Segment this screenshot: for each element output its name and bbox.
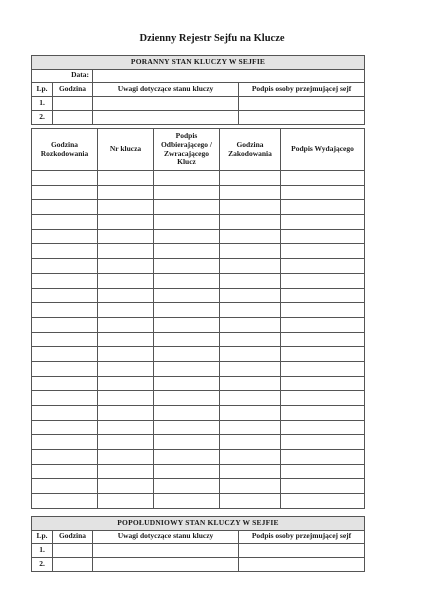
decode-time-cell[interactable] xyxy=(32,215,98,230)
col-remarks: Uwagi dotyczące stanu kluczy xyxy=(93,530,239,544)
receiver-signature-cell[interactable] xyxy=(154,332,220,347)
issuer-signature-cell[interactable] xyxy=(281,376,365,391)
issuer-signature-cell[interactable] xyxy=(281,450,365,465)
signature-cell[interactable] xyxy=(239,96,365,110)
date-field[interactable] xyxy=(93,69,365,83)
issuer-signature-cell[interactable] xyxy=(281,479,365,494)
log-row xyxy=(32,303,365,318)
receiver-signature-cell[interactable] xyxy=(154,479,220,494)
issuer-signature-cell[interactable] xyxy=(281,420,365,435)
key-number-cell[interactable] xyxy=(98,494,154,509)
issuer-signature-cell[interactable] xyxy=(281,171,365,186)
signature-cell[interactable] xyxy=(239,544,365,558)
row-number: 2. xyxy=(32,110,53,124)
issuer-signature-cell[interactable] xyxy=(281,347,365,362)
decode-time-cell[interactable] xyxy=(32,273,98,288)
col-signature: Podpis osoby przejmującej sejf xyxy=(239,83,365,97)
decode-time-cell[interactable] xyxy=(32,171,98,186)
log-row xyxy=(32,200,365,215)
remarks-cell[interactable] xyxy=(93,110,239,124)
receiver-signature-cell[interactable] xyxy=(154,317,220,332)
row-number: 2. xyxy=(32,558,53,572)
decode-time-cell[interactable] xyxy=(32,406,98,421)
log-row xyxy=(32,244,365,259)
signature-cell[interactable] xyxy=(239,110,365,124)
col-time: Godzina xyxy=(53,530,93,544)
decode-time-cell[interactable] xyxy=(32,259,98,274)
remarks-cell[interactable] xyxy=(93,544,239,558)
receiver-signature-cell[interactable] xyxy=(154,347,220,362)
receiver-signature-cell[interactable] xyxy=(154,406,220,421)
encode-time-cell[interactable] xyxy=(220,376,281,391)
log-row xyxy=(32,420,365,435)
log-row xyxy=(32,229,365,244)
log-row xyxy=(32,361,365,376)
encode-time-cell[interactable] xyxy=(220,361,281,376)
col-time: Godzina xyxy=(53,83,93,97)
col-decode-time: Godzina Rozkodowania xyxy=(32,129,98,171)
issuer-signature-cell[interactable] xyxy=(281,391,365,406)
key-number-cell[interactable] xyxy=(98,215,154,230)
receiver-signature-cell[interactable] xyxy=(154,435,220,450)
log-row xyxy=(32,273,365,288)
encode-time-cell[interactable] xyxy=(220,244,281,259)
encode-time-cell[interactable] xyxy=(220,494,281,509)
afternoon-heading: POPOŁUDNIOWY STAN KLUCZY W SEJFIE xyxy=(32,517,365,531)
issuer-signature-cell[interactable] xyxy=(281,229,365,244)
decode-time-cell[interactable] xyxy=(32,391,98,406)
decode-time-cell[interactable] xyxy=(32,376,98,391)
encode-time-cell[interactable] xyxy=(220,229,281,244)
log-row xyxy=(32,391,365,406)
signature-cell[interactable] xyxy=(239,558,365,572)
col-issuer-signature: Podpis Wydającego xyxy=(281,129,365,171)
receiver-signature-cell[interactable] xyxy=(154,229,220,244)
encode-time-cell[interactable] xyxy=(220,215,281,230)
receiver-signature-cell[interactable] xyxy=(154,244,220,259)
key-number-cell[interactable] xyxy=(98,420,154,435)
receiver-signature-cell[interactable] xyxy=(154,273,220,288)
log-row xyxy=(32,259,365,274)
log-row xyxy=(32,215,365,230)
receiver-signature-cell[interactable] xyxy=(154,376,220,391)
time-cell[interactable] xyxy=(53,96,93,110)
remarks-cell[interactable] xyxy=(93,558,239,572)
morning-status-table xyxy=(31,55,365,125)
issuer-signature-cell[interactable] xyxy=(281,288,365,303)
issuer-signature-cell[interactable] xyxy=(281,215,365,230)
key-number-cell[interactable] xyxy=(98,361,154,376)
log-row xyxy=(32,479,365,494)
encode-time-cell[interactable] xyxy=(220,450,281,465)
issuer-signature-cell[interactable] xyxy=(281,273,365,288)
key-number-cell[interactable] xyxy=(98,406,154,421)
decode-time-cell[interactable] xyxy=(32,494,98,509)
decode-time-cell[interactable] xyxy=(32,185,98,200)
encode-time-cell[interactable] xyxy=(220,259,281,274)
decode-time-cell[interactable] xyxy=(32,244,98,259)
decode-time-cell[interactable] xyxy=(32,435,98,450)
col-lp: Lp. xyxy=(32,83,53,97)
issuer-signature-cell[interactable] xyxy=(281,317,365,332)
receiver-signature-cell[interactable] xyxy=(154,303,220,318)
log-row xyxy=(32,332,365,347)
receiver-signature-cell[interactable] xyxy=(154,420,220,435)
receiver-signature-cell[interactable] xyxy=(154,494,220,509)
issuer-signature-cell[interactable] xyxy=(281,361,365,376)
receiver-signature-cell[interactable] xyxy=(154,391,220,406)
log-row xyxy=(32,376,365,391)
row-number: 1. xyxy=(32,96,53,110)
log-row xyxy=(32,494,365,509)
time-cell[interactable] xyxy=(53,544,93,558)
encode-time-cell[interactable] xyxy=(220,420,281,435)
col-key-number: Nr klucza xyxy=(98,129,154,171)
decode-time-cell[interactable] xyxy=(32,347,98,362)
log-row xyxy=(32,185,365,200)
issuer-signature-cell[interactable] xyxy=(281,185,365,200)
issuer-signature-cell[interactable] xyxy=(281,303,365,318)
decode-time-cell[interactable] xyxy=(32,479,98,494)
decode-time-cell[interactable] xyxy=(32,200,98,215)
row-number: 1. xyxy=(32,544,53,558)
issuer-signature-cell[interactable] xyxy=(281,406,365,421)
encode-time-cell[interactable] xyxy=(220,406,281,421)
log-row xyxy=(32,317,365,332)
issuer-signature-cell[interactable] xyxy=(281,332,365,347)
key-number-cell[interactable] xyxy=(98,450,154,465)
encode-time-cell[interactable] xyxy=(220,317,281,332)
log-row xyxy=(32,464,365,479)
encode-time-cell[interactable] xyxy=(220,435,281,450)
encode-time-cell[interactable] xyxy=(220,479,281,494)
remarks-cell[interactable] xyxy=(93,96,239,110)
encode-time-cell[interactable] xyxy=(220,288,281,303)
key-number-cell[interactable] xyxy=(98,288,154,303)
issuer-signature-cell[interactable] xyxy=(281,494,365,509)
encode-time-cell[interactable] xyxy=(220,185,281,200)
key-number-cell[interactable] xyxy=(98,200,154,215)
issuer-signature-cell[interactable] xyxy=(281,259,365,274)
encode-time-cell[interactable] xyxy=(220,332,281,347)
encode-time-cell[interactable] xyxy=(220,200,281,215)
receiver-signature-cell[interactable] xyxy=(154,215,220,230)
decode-time-cell[interactable] xyxy=(32,450,98,465)
key-number-cell[interactable] xyxy=(98,332,154,347)
key-number-cell[interactable] xyxy=(98,273,154,288)
decode-time-cell[interactable] xyxy=(32,317,98,332)
decode-time-cell[interactable] xyxy=(32,361,98,376)
issuer-signature-cell[interactable] xyxy=(281,435,365,450)
decode-time-cell[interactable] xyxy=(32,288,98,303)
key-number-cell[interactable] xyxy=(98,317,154,332)
receiver-signature-cell[interactable] xyxy=(154,450,220,465)
issuer-signature-cell[interactable] xyxy=(281,464,365,479)
col-receiver-signature: Podpis Odbierającego / Zwracającego Klucz xyxy=(154,129,220,171)
key-number-cell[interactable] xyxy=(98,229,154,244)
log-row xyxy=(32,435,365,450)
encode-time-cell[interactable] xyxy=(220,303,281,318)
decode-time-cell[interactable] xyxy=(32,303,98,318)
receiver-signature-cell[interactable] xyxy=(154,171,220,186)
log-table-body xyxy=(32,171,365,509)
key-number-cell[interactable] xyxy=(98,303,154,318)
col-lp: Lp. xyxy=(32,530,53,544)
encode-time-cell[interactable] xyxy=(220,347,281,362)
col-remarks: Uwagi dotyczące stanu kluczy xyxy=(93,83,239,97)
receiver-signature-cell[interactable] xyxy=(154,259,220,274)
encode-time-cell[interactable] xyxy=(220,391,281,406)
key-number-cell[interactable] xyxy=(98,244,154,259)
decode-time-cell[interactable] xyxy=(32,464,98,479)
decode-time-cell[interactable] xyxy=(32,332,98,347)
key-number-cell[interactable] xyxy=(98,435,154,450)
col-signature: Podpis osoby przejmującej sejf xyxy=(239,530,365,544)
key-number-cell[interactable] xyxy=(98,391,154,406)
log-row xyxy=(32,347,365,362)
date-label: Data: xyxy=(32,69,93,83)
document-title: Dzienny Rejestr Sejfu na Klucze xyxy=(139,33,285,44)
receiver-signature-cell[interactable] xyxy=(154,200,220,215)
encode-time-cell[interactable] xyxy=(220,464,281,479)
key-number-cell[interactable] xyxy=(98,464,154,479)
decode-time-cell[interactable] xyxy=(32,420,98,435)
key-number-cell[interactable] xyxy=(98,347,154,362)
time-cell[interactable] xyxy=(53,558,93,572)
key-number-cell[interactable] xyxy=(98,171,154,186)
issuer-signature-cell[interactable] xyxy=(281,244,365,259)
receiver-signature-cell[interactable] xyxy=(154,361,220,376)
key-number-cell[interactable] xyxy=(98,479,154,494)
col-encode-time: Godzina Zakodowania xyxy=(220,129,281,171)
receiver-signature-cell[interactable] xyxy=(154,185,220,200)
decode-time-cell[interactable] xyxy=(32,229,98,244)
key-log-table xyxy=(31,128,365,509)
log-row xyxy=(32,171,365,186)
afternoon-status-table xyxy=(31,516,365,572)
log-row xyxy=(32,450,365,465)
key-number-cell[interactable] xyxy=(98,259,154,274)
encode-time-cell[interactable] xyxy=(220,273,281,288)
morning-heading: PORANNY STAN KLUCZY W SEJFIE xyxy=(32,56,365,70)
log-row xyxy=(32,406,365,421)
key-number-cell[interactable] xyxy=(98,185,154,200)
issuer-signature-cell[interactable] xyxy=(281,200,365,215)
receiver-signature-cell[interactable] xyxy=(154,464,220,479)
encode-time-cell[interactable] xyxy=(220,171,281,186)
log-row xyxy=(32,288,365,303)
key-number-cell[interactable] xyxy=(98,376,154,391)
receiver-signature-cell[interactable] xyxy=(154,288,220,303)
time-cell[interactable] xyxy=(53,110,93,124)
